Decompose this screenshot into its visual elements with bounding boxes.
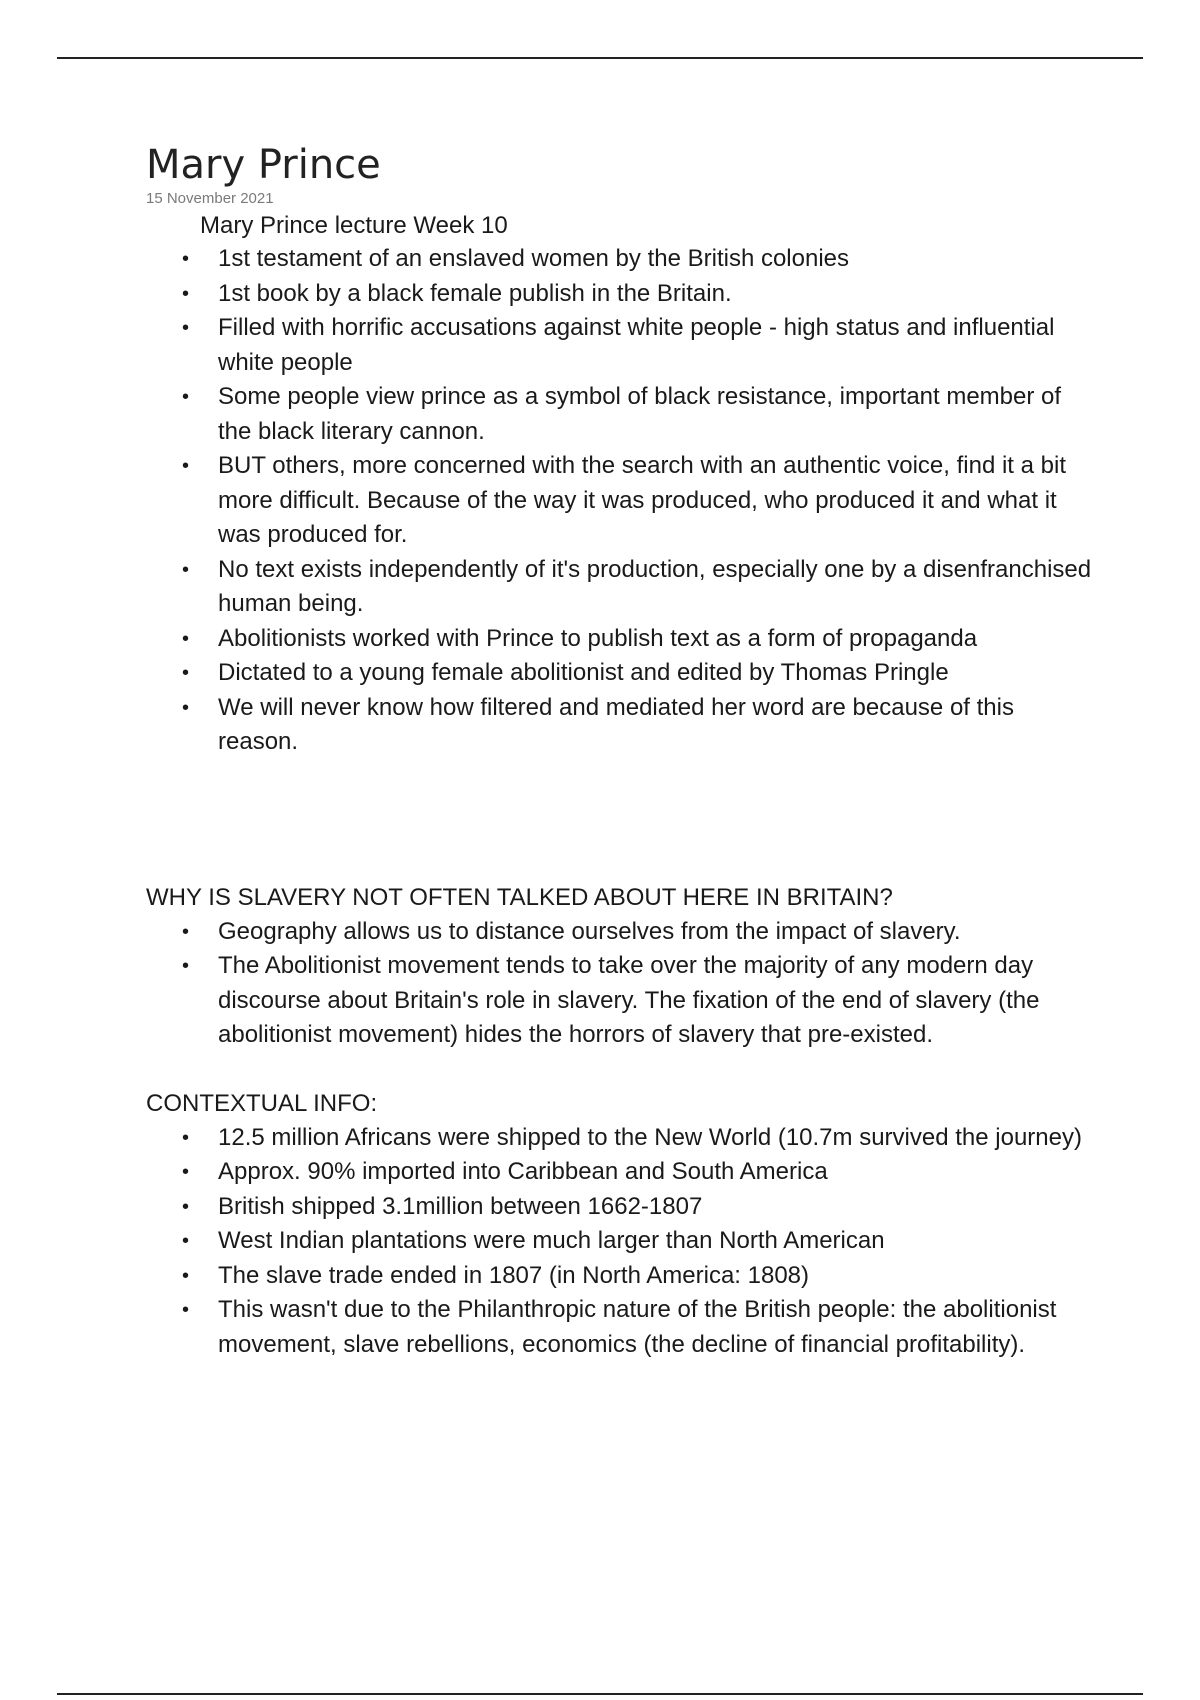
- bottom-rule: [57, 1693, 1143, 1695]
- list-item-text: Abolitionists worked with Prince to publish text as a form of propaganda: [218, 624, 978, 652]
- bullet-icon: •: [182, 386, 190, 408]
- list-item: [146, 380, 1096, 449]
- bullet-icon: •: [182, 955, 190, 977]
- list-item-text: The slave trade ended in 1807 (in North America: 1808): [218, 1261, 810, 1289]
- page-title: Mary Prince: [146, 142, 381, 188]
- why-heading: WHY IS SLAVERY NOT OFTEN TALKED ABOUT HERE IN BRITAIN?: [146, 883, 893, 911]
- bullet-icon: •: [182, 696, 190, 719]
- list-item: [146, 242, 1096, 277]
- list-item-text: Dictated to a young female abolitionist and edited by Thomas Pringle: [218, 659, 949, 686]
- list-item-text: West Indian plantations were much larger than North American: [218, 1227, 885, 1254]
- page-date: 15 November 2021: [146, 190, 274, 207]
- context-section: [146, 1087, 1096, 1363]
- list-item-text: Geography allows us to distance ourselves from the impact of slavery.: [218, 917, 961, 945]
- lecture-bullet-list: [146, 242, 1096, 760]
- list-item-text: The Abolitionist movement tends to take over the majority of any modern day discourse about Britain's role in slavery. The fixation of the end of slavery (the abolitionist movement) hides the horrors of slavery that pre-existed.: [218, 952, 1040, 1048]
- list-item: [146, 622, 1096, 657]
- context-heading: CONTEXTUAL INFO:: [146, 1089, 378, 1117]
- bullet-icon: •: [182, 627, 190, 650]
- bullet-icon: •: [182, 1161, 190, 1183]
- bullet-icon: •: [182, 558, 190, 581]
- bullet-icon: •: [182, 1195, 190, 1218]
- list-item-text: 1st book by a black female publish in the Britain.: [218, 279, 732, 307]
- list-item: [146, 949, 1096, 1053]
- bullet-icon: •: [182, 248, 190, 270]
- list-item-text: We will never know how filtered and mediated her word are because of this reason.: [218, 693, 1014, 755]
- list-item: [146, 553, 1096, 622]
- bullet-icon: •: [182, 920, 190, 943]
- list-item: [146, 1259, 1096, 1294]
- list-item-text: BUT others, more concerned with the search with an authentic voice, find it a bit more difficult. Because of the way it was produced, who produced it and what it was produced for.: [218, 452, 1066, 548]
- list-item: [146, 1190, 1096, 1225]
- list-item: [146, 311, 1096, 380]
- list-item-text: 1st testament of an enslaved women by the British colonies: [218, 245, 850, 272]
- bullet-icon: •: [182, 1126, 190, 1149]
- list-item-text: This wasn't due to the Philanthropic nature of the British people: the abolitionist movement, slave rebellions, economics (the decline of financial profitability).: [218, 1296, 1057, 1358]
- list-item-text: Filled with horrific accusations against white people - high status and influential white people: [218, 314, 1055, 376]
- why-section: [146, 881, 1096, 1053]
- list-item: [146, 915, 1096, 950]
- list-item: [146, 656, 1096, 691]
- list-item-text: 12.5 million Africans were shipped to the New World (10.7m survived the journey): [218, 1123, 1082, 1151]
- why-bullet-list: [146, 915, 1096, 1053]
- list-item: [146, 1155, 1096, 1190]
- bullet-icon: •: [182, 282, 190, 305]
- list-item-text: British shipped 3.1million between 1662-1807: [218, 1192, 703, 1220]
- list-item: [146, 449, 1096, 553]
- list-item: [146, 1224, 1096, 1259]
- lecture-section: [146, 242, 1096, 760]
- list-item: [146, 1121, 1096, 1156]
- page-content: [146, 140, 1096, 1362]
- bullet-icon: •: [182, 1264, 190, 1287]
- list-item-text: Some people view prince as a symbol of black resistance, important member of the black literary cannon.: [218, 383, 1062, 445]
- list-item-text: Approx. 90% imported into Caribbean and South America: [218, 1158, 828, 1185]
- bullet-icon: •: [182, 1299, 190, 1321]
- list-item-text: No text exists independently of it's production, especially one by a disenfranchised human being.: [218, 555, 1092, 617]
- lecture-subtitle: Mary Prince lecture Week 10: [200, 212, 508, 239]
- context-bullet-list: [146, 1121, 1096, 1363]
- top-rule: [57, 57, 1143, 59]
- bullet-icon: •: [182, 455, 190, 477]
- bullet-icon: •: [182, 662, 190, 684]
- list-item: [146, 691, 1096, 760]
- bullet-icon: •: [182, 317, 190, 339]
- list-item: [146, 277, 1096, 312]
- list-item: [146, 1293, 1096, 1362]
- bullet-icon: •: [182, 1230, 190, 1252]
